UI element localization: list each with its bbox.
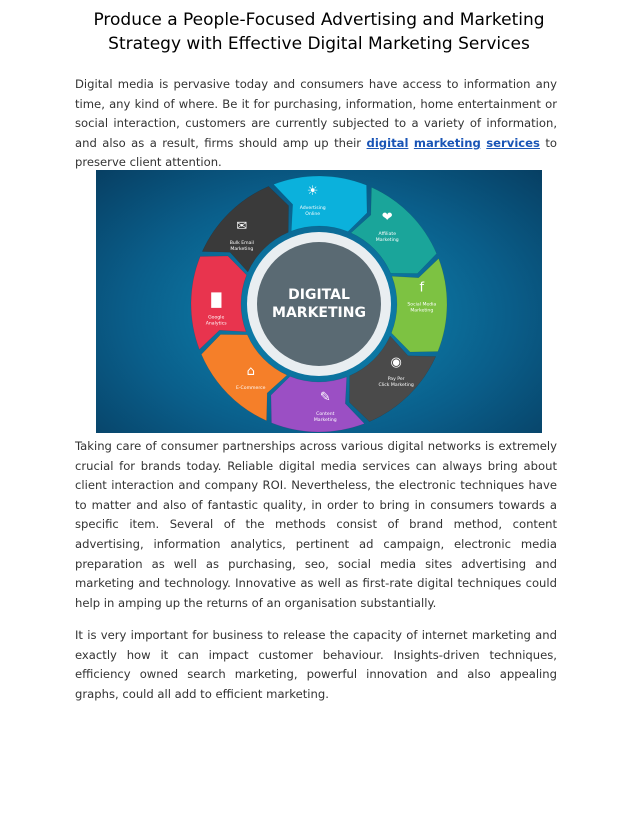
- page-title: [40, 8, 598, 56]
- wheel-graphic: [96, 170, 542, 433]
- intro-text: Digital media is pervasive today and consumers have access to information any time, any kind of where. Be it for purchasing, information, home entertainment or social interaction, customers are currently subjected to a variety of information, and also as a result, firms should amp up their: [75, 77, 557, 150]
- handshake-icon: ❤: [381, 209, 393, 225]
- wheel-segment-label: Affiliate Marketing: [375, 231, 399, 243]
- title-line-2: Strategy with Effective Digital Marketing Services: [108, 34, 530, 54]
- envelope-icon: ✉: [236, 218, 248, 234]
- body-paragraph-3: It is very important for business to release the capacity of internet marketing and exactly how it can impact customer behaviour. Insights-driven techniques, efficiency owned search marketing, powerful innovation and also appealing graphs, could all add to efficient marketing.: [75, 628, 557, 701]
- link-marketing[interactable]: marketing: [413, 135, 481, 150]
- lightbulb-icon: ☀: [306, 184, 319, 200]
- facebook-icon: f: [419, 280, 425, 296]
- wheel-segment-label: Pay Per Click Marketing: [378, 377, 414, 389]
- wheel-segment-label: Bulk Email Marketing: [229, 240, 254, 252]
- mouse-icon: ◉: [390, 355, 402, 371]
- wheel-segment-label: Social Media Marketing: [407, 302, 437, 314]
- digital-marketing-wheel-image: [96, 170, 542, 433]
- link-services[interactable]: services: [486, 135, 540, 150]
- cart-icon: ⌂: [246, 364, 255, 380]
- bar-chart-icon: █: [211, 293, 222, 309]
- wheel-center-title-line-2: MARKETING: [272, 305, 366, 321]
- wheel-segment-label: Google Analytics: [205, 315, 227, 327]
- wheel-center-inner: [257, 242, 381, 366]
- intro-text-end: to preserve client attention.: [75, 135, 558, 170]
- body-paragraph-2: Taking care of consumer partnerships across various digital networks is extremely crucial for brands today. Reliable digital media services can always bring about client interaction and company ROI. Nevertheless, the electronic techniques have to matter and also of fantastic quality, in order to bring in consumers towards a specific item. Several of the methods consist of brand method, content advertising, information analytics, pertinent ad campaign, electronic media preparation as well as purchasing, seo, social media sites advertising and marketing and technology. Innovative as well as first-rate digital techniques could help in amping up the returns of an organisation substantially.: [75, 439, 557, 610]
- wheel-segment-label: Advertising Online: [299, 206, 326, 218]
- pencil-icon: ✎: [319, 389, 331, 405]
- wheel-segment-label: Content Marketing: [313, 411, 337, 423]
- wheel-segment-label: E-Commerce: [236, 386, 266, 392]
- intro-paragraph: [75, 75, 557, 173]
- wheel-center-title-line-1: DIGITAL: [288, 287, 350, 303]
- title-line-1: Produce a People-Focused Advertising and Marketing: [93, 10, 545, 30]
- link-digital[interactable]: digital: [366, 135, 409, 150]
